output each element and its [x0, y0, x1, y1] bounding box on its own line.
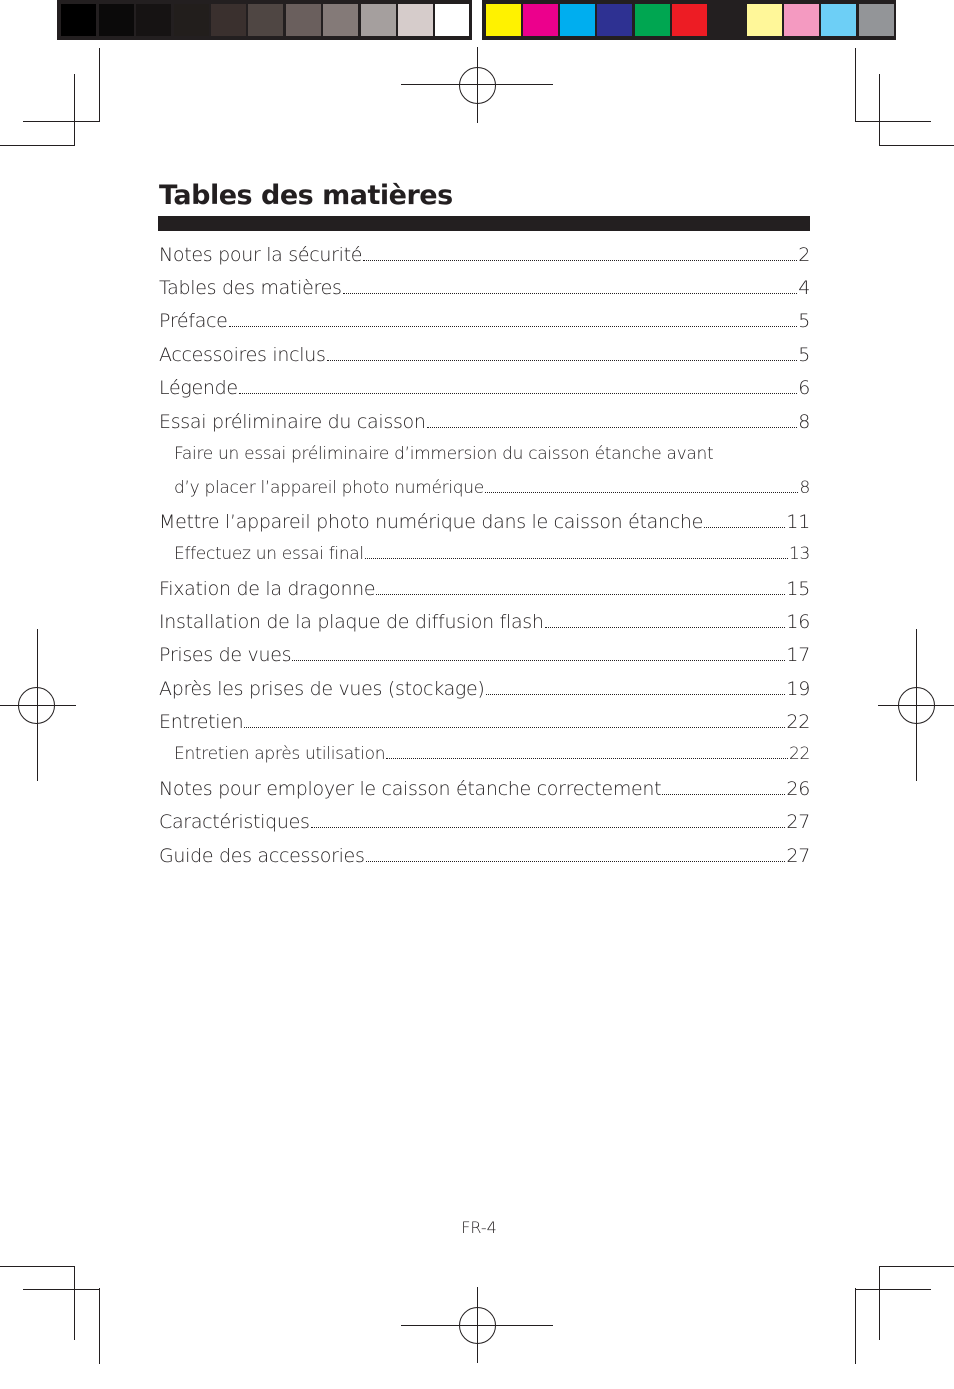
- gray-swatch: [61, 4, 96, 36]
- dot-leader: [486, 693, 786, 695]
- toc-entry[interactable]: [159, 611, 810, 641]
- toc-entry-page: 22: [786, 711, 810, 733]
- color-swatch: [859, 4, 894, 36]
- color-swatch: [821, 4, 856, 36]
- color-swatch: [635, 4, 670, 36]
- toc-entry[interactable]: [159, 811, 810, 841]
- registration-mark-left: [0, 629, 76, 781]
- toc-entry-label: Notes pour la sécurité: [159, 244, 363, 266]
- toc-entry-page: 4: [798, 277, 810, 299]
- dot-leader: [704, 526, 785, 528]
- dot-leader: [485, 491, 799, 493]
- toc-entry-page: 16: [786, 611, 810, 633]
- toc-entry-label: Accessoires inclus: [159, 344, 326, 366]
- toc-entry-page: 11: [786, 511, 810, 533]
- toc-entry-page: 15: [786, 578, 810, 600]
- dot-leader: [244, 726, 785, 728]
- color-swatch: [597, 4, 632, 36]
- toc-entry[interactable]: [159, 511, 810, 541]
- toc-entry[interactable]: [159, 578, 810, 608]
- toc-subentry[interactable]: [174, 744, 810, 774]
- dot-leader: [365, 557, 788, 559]
- toc-entry-label: Installation de la plaque de diffusion flash: [159, 611, 544, 633]
- toc-entry-page: 2: [798, 244, 810, 266]
- color-swatch: [560, 4, 595, 36]
- color-swatch: [709, 4, 744, 36]
- gray-swatch: [174, 4, 209, 36]
- dot-leader: [327, 359, 798, 361]
- toc-entry-label: Essai préliminaire du caisson: [159, 411, 426, 433]
- toc-entry-label: d’y placer l’appareil photo numérique: [174, 478, 484, 498]
- toc-entry-label: Tables des matières: [159, 277, 342, 299]
- toc-entry[interactable]: [159, 711, 810, 741]
- toc-entry-label: Entretien après utilisation: [174, 744, 386, 764]
- toc-entry[interactable]: [159, 244, 810, 274]
- dot-leader: [363, 259, 797, 261]
- page-number: FR-4: [461, 1218, 497, 1237]
- toc-entry-page: 5: [798, 310, 810, 332]
- toc-entry[interactable]: [159, 678, 810, 708]
- process-color-bar: [482, 0, 896, 40]
- dot-leader: [366, 860, 786, 862]
- toc-entry[interactable]: [159, 277, 810, 307]
- toc-entry-label: Prises de vues: [159, 644, 292, 666]
- dot-leader: [239, 392, 797, 394]
- color-swatch: [523, 4, 558, 36]
- dot-leader: [292, 659, 785, 661]
- registration-mark-bottom: [401, 1287, 553, 1363]
- dot-leader: [343, 292, 798, 294]
- toc-entry-label: Notes pour employer le caisson étanche correctement: [159, 778, 662, 800]
- toc-entry-label: Guide des accessories: [159, 845, 365, 867]
- gray-color-bar: [57, 0, 472, 40]
- color-swatch: [784, 4, 819, 36]
- toc-entry-page: 27: [786, 811, 810, 833]
- toc-entry-page: 8: [798, 411, 810, 433]
- color-swatch: [747, 4, 782, 36]
- toc-entry-page: 22: [788, 744, 810, 764]
- dot-leader: [311, 826, 786, 828]
- page-title: Tables des matières: [159, 180, 453, 211]
- gray-swatch: [99, 4, 134, 36]
- toc-entry[interactable]: [159, 344, 810, 374]
- dot-leader: [376, 593, 785, 595]
- toc-entry-page: 6: [798, 377, 810, 399]
- gray-swatch: [398, 4, 433, 36]
- toc-entry-page: 17: [786, 644, 810, 666]
- color-swatch: [486, 4, 521, 36]
- gray-swatch: [248, 4, 283, 36]
- toc-entry[interactable]: [159, 377, 810, 407]
- toc-entry-label: Légende: [159, 377, 238, 399]
- toc-entry[interactable]: [159, 778, 810, 808]
- color-swatch: [672, 4, 707, 36]
- dot-leader: [545, 626, 786, 628]
- gray-swatch: [286, 4, 321, 36]
- toc-entry-label: Mettre l’appareil photo numérique dans le caisson étanche: [159, 511, 704, 533]
- dot-leader: [427, 426, 798, 428]
- registration-mark-right: [878, 629, 954, 781]
- gray-swatch: [136, 4, 171, 36]
- toc-subentry[interactable]: [174, 478, 810, 508]
- title-rule: [158, 216, 810, 231]
- dot-leader: [229, 325, 798, 327]
- toc-entry[interactable]: [159, 310, 810, 340]
- gray-swatch: [211, 4, 246, 36]
- toc-entry-page: 13: [788, 544, 810, 564]
- toc-entry-label: Effectuez un essai final: [174, 544, 364, 564]
- gray-swatch: [323, 4, 358, 36]
- toc-entry-page: 8: [799, 478, 810, 498]
- toc-entry-page: 27: [786, 845, 810, 867]
- toc-entry-label: Fixation de la dragonne: [159, 578, 376, 600]
- toc-entry-label: Après les prises de vues (stockage): [159, 678, 485, 700]
- toc-entry-page: 26: [786, 778, 810, 800]
- dot-leader: [662, 793, 785, 795]
- toc-entry-line: Faire un essai préliminaire d’immersion du caisson étanche avant: [174, 444, 714, 464]
- toc-entry[interactable]: [159, 411, 810, 441]
- toc-entry-page: 19: [786, 678, 810, 700]
- toc-entry-label: Entretien: [159, 711, 244, 733]
- gray-swatch: [435, 4, 469, 36]
- toc-entry[interactable]: [159, 644, 810, 674]
- gray-swatch: [361, 4, 396, 36]
- dot-leader: [386, 757, 788, 759]
- toc-entry-label: Caractéristiques: [159, 811, 310, 833]
- registration-mark-top: [401, 47, 553, 123]
- toc-entry-page: 5: [798, 344, 810, 366]
- toc-entry[interactable]: [159, 845, 810, 875]
- toc-entry-label: Préface: [159, 310, 228, 332]
- toc-subentry[interactable]: [174, 544, 810, 574]
